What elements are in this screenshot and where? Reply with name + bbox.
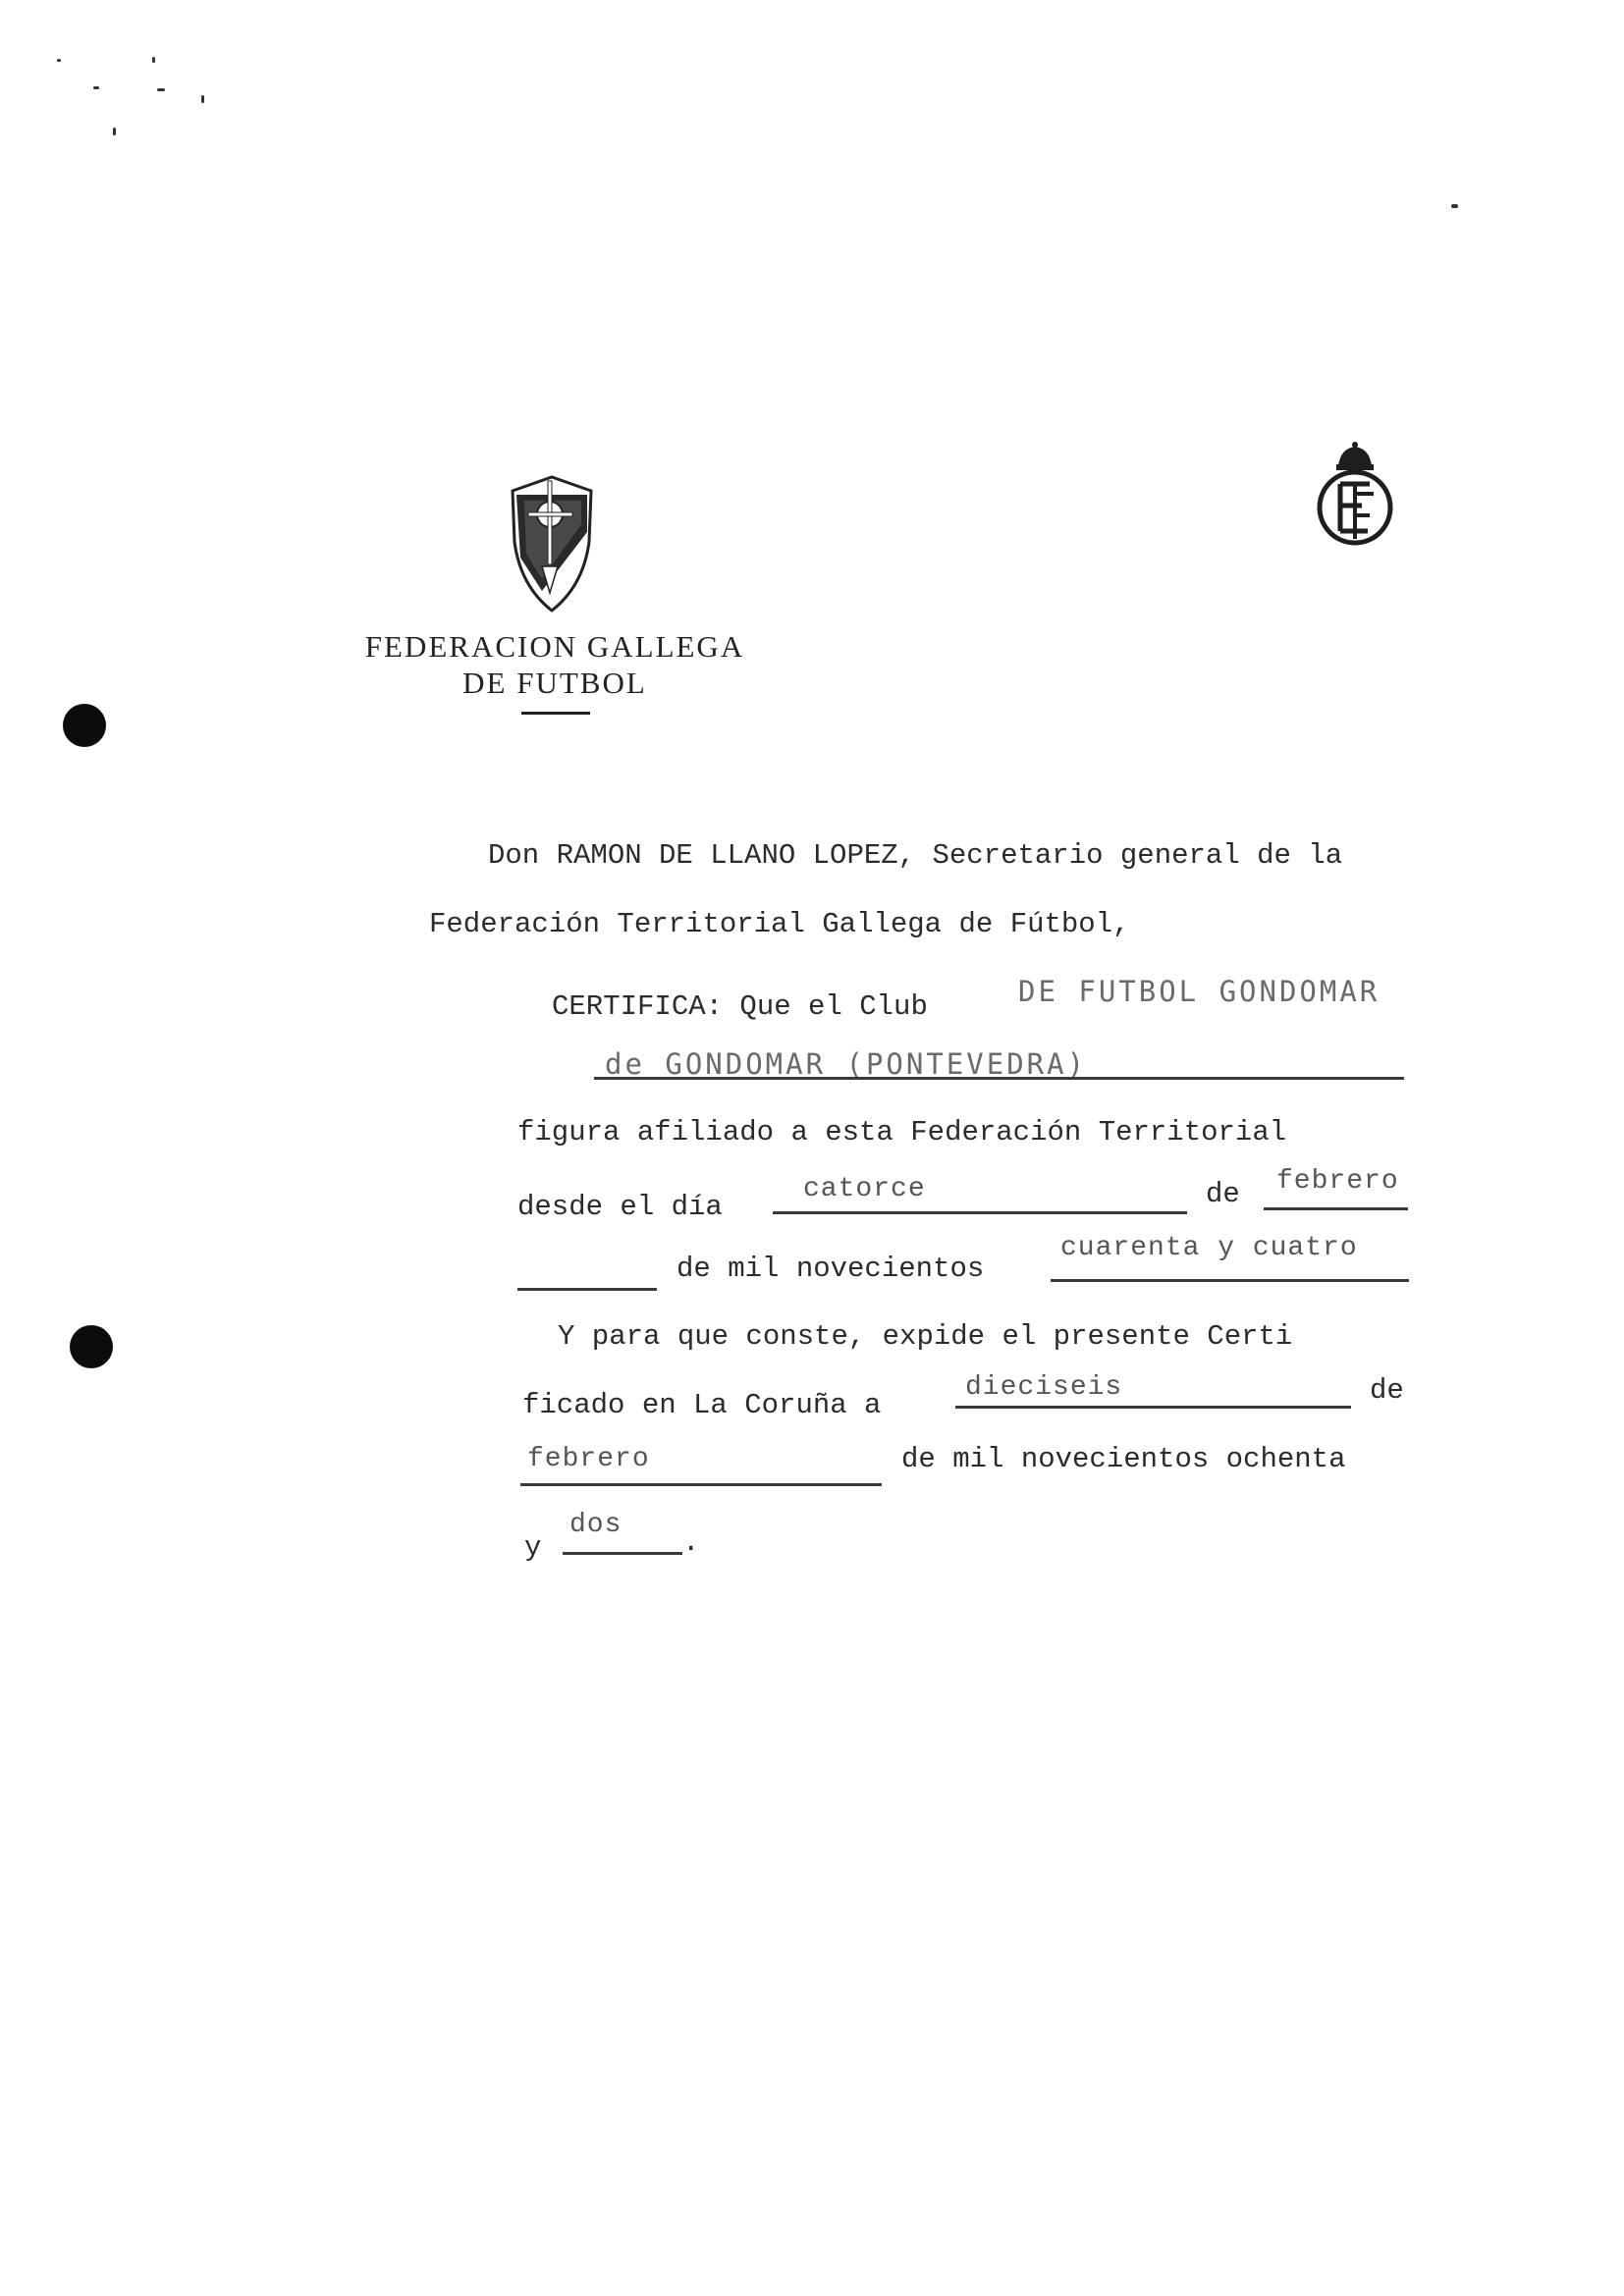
desde-label: desde el día xyxy=(517,1191,723,1223)
secretary-line: Don RAMON DE LLANO LOPEZ, Secretario general de la xyxy=(488,839,1343,872)
speck xyxy=(157,88,165,91)
expide-day-value: dieciseis xyxy=(965,1372,1123,1403)
desde-month-value: febrero xyxy=(1276,1166,1399,1197)
blank-underline xyxy=(517,1288,657,1291)
final-period: . xyxy=(682,1526,700,1559)
federation-name-rule xyxy=(521,712,590,715)
club-name-underline xyxy=(594,1077,1404,1080)
ochenta-label: de mil novecientos ochenta xyxy=(901,1443,1346,1475)
speck xyxy=(201,95,204,103)
desde-month-underline xyxy=(1264,1207,1408,1210)
federation-name-line2: DE FUTBOL xyxy=(462,666,647,700)
conste-line: Y para que conste, expide el presente Certi xyxy=(558,1320,1293,1353)
speck xyxy=(152,57,155,63)
club-name-line1: DE FUTBOL GONDOMAR xyxy=(1018,975,1380,1008)
de-label-2: de xyxy=(1370,1374,1404,1407)
expide-month-underline xyxy=(520,1483,882,1486)
desde-day-underline xyxy=(773,1211,1187,1214)
speck xyxy=(57,59,61,62)
de-mil-label: de mil novecientos xyxy=(677,1253,985,1285)
expide-year-underline xyxy=(563,1552,682,1555)
afiliado-line: figura afiliado a esta Federación Territorial xyxy=(517,1116,1287,1148)
speck xyxy=(93,86,99,89)
speck xyxy=(113,128,116,135)
punch-hole-top xyxy=(63,704,106,747)
ficado-label: ficado en La Coruña a xyxy=(522,1389,882,1421)
galician-federation-shield-icon xyxy=(503,473,601,615)
expide-day-underline xyxy=(955,1406,1351,1409)
expide-month-value: febrero xyxy=(527,1444,650,1474)
royal-crown-rfef-crest-icon xyxy=(1311,437,1399,550)
desde-day-value: catorce xyxy=(803,1174,926,1204)
de-label-1: de xyxy=(1206,1178,1240,1210)
desde-year-value: cuarenta y cuatro xyxy=(1060,1233,1358,1263)
y-label: y xyxy=(524,1531,542,1564)
federation-name-line1: FEDERACION GALLEGA xyxy=(364,629,745,664)
club-name-line2: de GONDOMAR (PONTEVEDRA) xyxy=(605,1047,1088,1081)
expide-year-value: dos xyxy=(569,1510,623,1540)
federation-line: Federación Territorial Gallega de Fútbol, xyxy=(429,908,1130,940)
certifica-label: CERTIFICA: Que el Club xyxy=(552,990,928,1023)
punch-hole-bottom xyxy=(70,1325,113,1368)
speck xyxy=(1451,204,1458,208)
desde-year-underline xyxy=(1051,1279,1409,1282)
